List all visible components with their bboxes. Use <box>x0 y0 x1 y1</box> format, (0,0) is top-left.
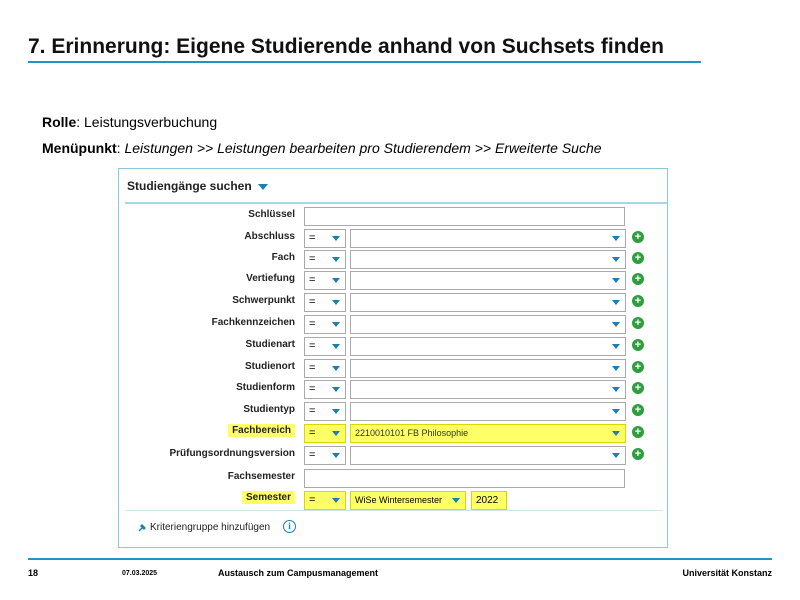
add-value-icon[interactable]: + <box>632 252 644 264</box>
add-value-icon[interactable]: + <box>632 273 644 285</box>
chevron-down-icon <box>332 498 340 503</box>
title-divider <box>28 61 701 63</box>
operator-select[interactable] <box>304 271 346 290</box>
footer-institution: Universität Konstanz <box>682 568 772 578</box>
field-label: Vertiefung <box>246 273 295 284</box>
operator-select[interactable] <box>304 337 346 356</box>
role-value: : Leistungsverbuchung <box>76 114 218 130</box>
operator-select[interactable] <box>304 229 346 248</box>
field-label: Fachkennzeichen <box>211 317 295 328</box>
chevron-down-icon <box>332 366 340 371</box>
value-select[interactable] <box>350 271 626 290</box>
chevron-down-icon <box>332 453 340 458</box>
menu-line <box>42 140 602 156</box>
field-label: Studienart <box>245 339 295 350</box>
chevron-down-icon <box>332 344 340 349</box>
field-label: Abschluss <box>244 231 295 242</box>
semester-year-input[interactable]: 2022 <box>471 491 507 510</box>
add-value-icon[interactable]: + <box>632 426 644 438</box>
panel-title: Studiengänge suchen <box>127 179 252 193</box>
criteria-row <box>119 270 667 290</box>
operator-value: = <box>309 494 316 506</box>
footer-date: 07.03.2025 <box>122 570 158 577</box>
chevron-down-icon <box>332 257 340 262</box>
operator-value: = <box>309 340 316 352</box>
chevron-down-icon <box>612 366 620 371</box>
chevron-down-icon <box>612 278 620 283</box>
value-select[interactable] <box>350 293 626 312</box>
operator-select[interactable] <box>304 250 346 269</box>
operator-value: = <box>309 362 316 374</box>
value-select[interactable] <box>350 424 626 443</box>
value-select[interactable] <box>350 359 626 378</box>
search-panel <box>118 168 668 548</box>
chevron-down-icon <box>612 300 620 305</box>
operator-select[interactable] <box>304 491 346 510</box>
criteria-row <box>119 358 667 378</box>
chevron-down-icon <box>612 431 620 436</box>
field-label: Prüfungsordnungsversion <box>169 448 295 459</box>
add-value-icon[interactable]: + <box>632 404 644 416</box>
footer-rule <box>28 558 772 560</box>
chevron-down-icon <box>332 387 340 392</box>
add-value-icon[interactable]: + <box>632 361 644 373</box>
chevron-down-icon <box>612 257 620 262</box>
menu-separator: : <box>116 140 125 156</box>
operator-value: = <box>309 449 316 461</box>
chevron-down-icon <box>332 236 340 241</box>
chevron-down-icon <box>332 300 340 305</box>
criteria-row <box>119 228 667 248</box>
text-input[interactable] <box>304 469 625 488</box>
field-label: Semester <box>242 491 295 504</box>
chevron-down-icon <box>332 322 340 327</box>
criteria-row <box>119 468 667 488</box>
value-select[interactable] <box>350 446 626 465</box>
criteria-row <box>119 336 667 356</box>
chevron-down-icon <box>612 236 620 241</box>
field-label: Studienort <box>245 361 295 372</box>
page-number: 18 <box>28 568 39 578</box>
operator-value: = <box>309 318 316 330</box>
panel-header[interactable] <box>127 179 268 193</box>
semester-select[interactable] <box>350 491 466 510</box>
operator-select[interactable] <box>304 446 346 465</box>
role-label: Rolle <box>42 114 77 130</box>
footer-event: Austausch zum Campusmanagement <box>218 568 379 578</box>
add-value-icon[interactable]: + <box>632 448 644 460</box>
operator-select[interactable] <box>304 424 346 443</box>
chevron-down-icon <box>612 387 620 392</box>
value-select[interactable] <box>350 380 626 399</box>
role-line <box>42 114 217 130</box>
value-select[interactable] <box>350 315 626 334</box>
add-value-icon[interactable]: + <box>632 295 644 307</box>
operator-select[interactable] <box>304 315 346 334</box>
chevron-down-icon <box>332 409 340 414</box>
header-divider <box>125 202 667 204</box>
text-input[interactable] <box>304 207 625 226</box>
chevron-down-icon <box>332 431 340 436</box>
operator-value: = <box>309 274 316 286</box>
operator-value: = <box>309 427 316 439</box>
chevron-down-icon <box>612 344 620 349</box>
value-select[interactable] <box>350 250 626 269</box>
add-criteria-group-link[interactable] <box>137 522 270 533</box>
chevron-down-icon <box>612 453 620 458</box>
criteria-row <box>119 490 667 510</box>
operator-value: = <box>309 296 316 308</box>
field-label: Studientyp <box>243 404 295 415</box>
field-label: Schwerpunkt <box>232 295 295 306</box>
add-group-icon <box>137 523 147 533</box>
chevron-down-icon <box>452 498 460 503</box>
criteria-row <box>119 401 667 421</box>
slide-title: 7. Erinnerung: Eigene Studierende anhand von Suchsets finden <box>28 35 664 58</box>
operator-value: = <box>309 232 316 244</box>
add-criteria-label: Kriteriengruppe hinzufügen <box>150 522 271 533</box>
menu-label: Menüpunkt <box>42 140 117 156</box>
criteria-row <box>119 445 667 465</box>
info-icon[interactable]: i <box>283 520 296 533</box>
value-text: 2210010101 FB Philosophie <box>355 428 469 438</box>
value-select[interactable] <box>350 337 626 356</box>
value-select[interactable] <box>350 229 626 248</box>
operator-select[interactable] <box>304 293 346 312</box>
operator-select[interactable] <box>304 380 346 399</box>
criteria-row <box>119 206 667 226</box>
criteria-row <box>119 423 667 443</box>
chevron-down-icon <box>332 278 340 283</box>
add-value-icon[interactable]: + <box>632 339 644 351</box>
menu-path: Leistungen >> Leistungen bearbeiten pro Studierendem >> Erweiterte Suche <box>124 140 602 156</box>
footer-divider <box>125 510 663 511</box>
value-select[interactable] <box>350 402 626 421</box>
semester-value: WiSe Wintersemester <box>355 495 443 505</box>
criteria-row <box>119 292 667 312</box>
field-label: Fachsemester <box>227 471 295 482</box>
chevron-down-icon <box>612 322 620 327</box>
operator-value: = <box>309 405 316 417</box>
field-label: Schlüssel <box>248 209 295 220</box>
field-label: Fachbereich <box>228 424 295 437</box>
chevron-down-icon[interactable] <box>258 184 268 190</box>
criteria-row <box>119 249 667 269</box>
field-label: Studienform <box>236 382 295 393</box>
add-value-icon[interactable]: + <box>632 382 644 394</box>
chevron-down-icon <box>612 409 620 414</box>
operator-value: = <box>309 383 316 395</box>
criteria-row <box>119 379 667 399</box>
criteria-row <box>119 314 667 334</box>
add-value-icon[interactable]: + <box>632 317 644 329</box>
operator-select[interactable] <box>304 359 346 378</box>
add-value-icon[interactable]: + <box>632 231 644 243</box>
operator-value: = <box>309 253 316 265</box>
operator-select[interactable] <box>304 402 346 421</box>
field-label: Fach <box>271 252 295 263</box>
